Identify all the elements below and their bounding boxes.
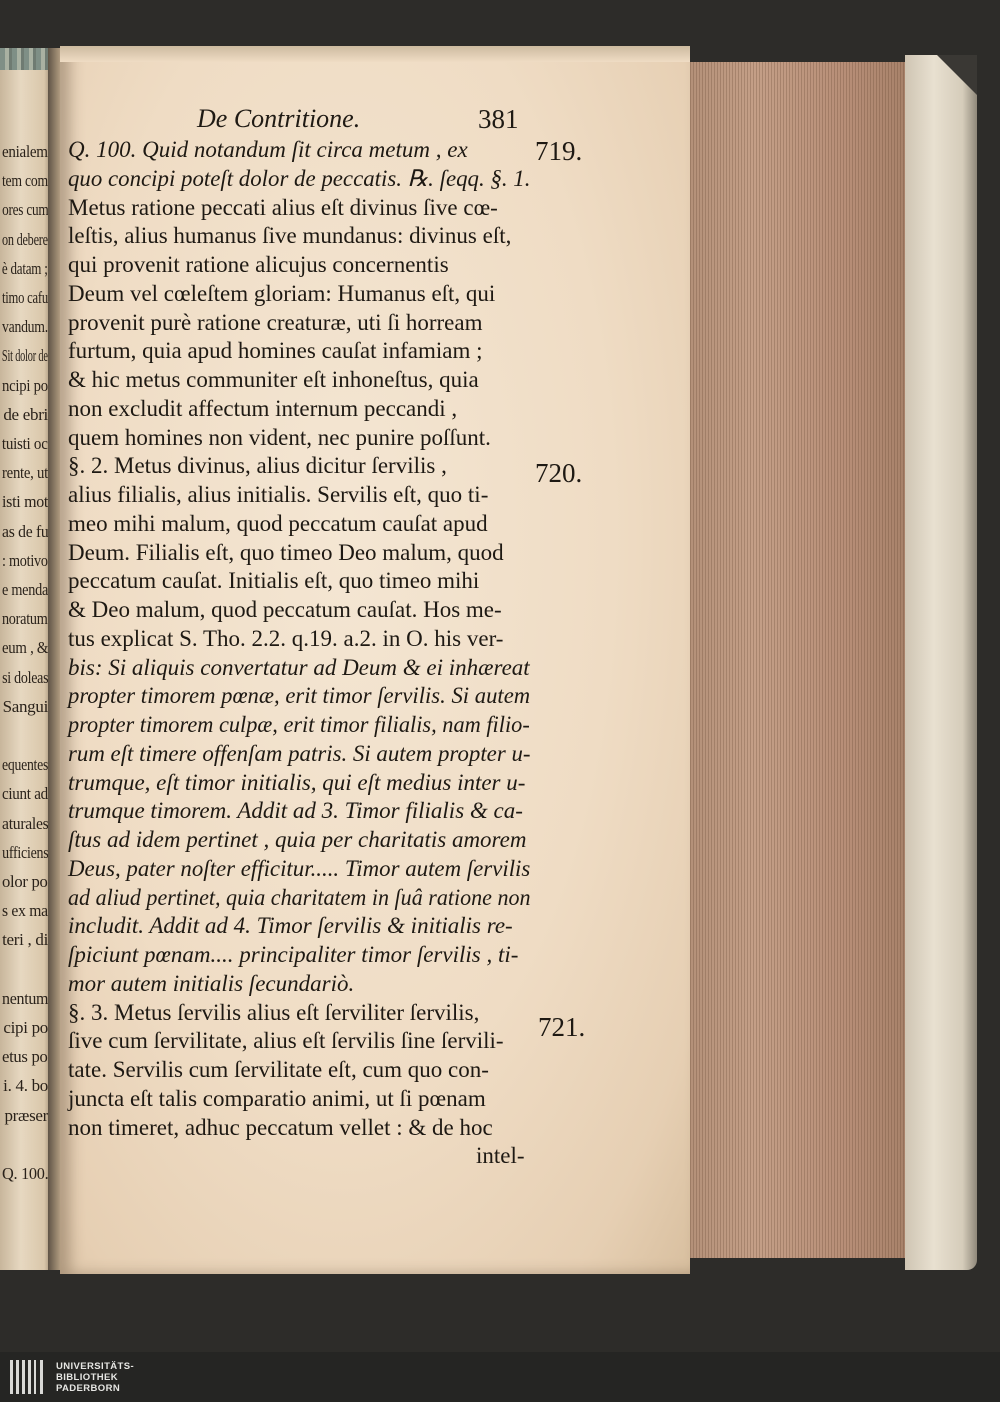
- library-footer: [0, 1352, 1000, 1402]
- text-line: furtum, quia apud homines cauſat infamiam ;: [68, 338, 483, 364]
- page-number: 381: [478, 104, 519, 134]
- left-page-fragment: olor po: [2, 872, 48, 891]
- text-line: Deum vel cœleſtem gloriam: Humanus eſt, qui: [68, 280, 496, 306]
- left-page-fragment: Sit dolor de: [2, 346, 48, 366]
- text-line: Q. 100. Quid notandum ſit circa metum , ex: [68, 137, 468, 162]
- left-page-fragment: nentum: [1, 988, 48, 1008]
- text-line: propter timorem pœnæ, erit timor ſervilis. Si autem: [68, 683, 531, 709]
- text-line: mor autem initialis ſecundariò.: [68, 970, 355, 996]
- left-page-fragment: vandum.: [2, 317, 48, 337]
- left-page-fragment: e menda: [2, 580, 48, 599]
- text-line: Deum. Filialis eſt, quo timeo Deo malum, quod: [68, 539, 504, 565]
- left-page-fragment: s ex ma: [2, 901, 48, 921]
- left-page-fragment: rente, ut: [1, 463, 48, 483]
- library-name: [56, 1361, 134, 1394]
- text-line: ſpiciunt pœnam.... principaliter timor ſervilis , ti-: [68, 942, 519, 967]
- left-page-fragment: eum , &: [1, 638, 48, 658]
- running-head: De Contritione.: [197, 104, 361, 133]
- margin-number: 721.: [538, 1012, 586, 1042]
- text-line: tus explicat S. Tho. 2.2. q.19. a.2. in O. his ver-: [68, 625, 504, 651]
- text-line: includit. Addit ad 4. Timor ſervilis & initialis re-: [68, 913, 513, 939]
- university-library-bars-icon: [10, 1360, 46, 1394]
- left-page-fragment: ciunt ad: [2, 784, 48, 804]
- text-line: meo mihi malum, quod peccatum cauſat apud: [68, 510, 488, 536]
- text-line: Metus ratione peccati alius eſt divinus ſive cœ-: [68, 194, 498, 220]
- text-line: quem homines non vident, nec punire poſſunt.: [68, 424, 491, 450]
- left-page-edge: [0, 48, 52, 1270]
- text-line: non excludit affectum internum peccandi ,: [68, 395, 458, 421]
- left-page-fragment: i. 4. bo: [3, 1076, 48, 1096]
- text-line: trumque timorem. Addit ad 3. Timor filialis & ca-: [68, 798, 523, 824]
- text-line: juncta eſt talis comparatio animi, ut ſi pœnam: [68, 1085, 486, 1111]
- left-page-fragment: è datam ;: [2, 258, 48, 278]
- left-page-fragment: aturales: [1, 813, 48, 833]
- text-line: Deus, pater noſter efficitur..... Timor autem ſervilis: [68, 855, 531, 881]
- left-page-fragment: Sangui: [2, 696, 48, 716]
- text-line: ad aliud pertinet, quia charitatem in ſuâ ratione non: [68, 884, 531, 910]
- library-name-line2: BIBLIOTHEK: [56, 1372, 119, 1383]
- text-line: peccatum cauſat. Initialis eſt, quo timeo mihi: [68, 568, 480, 594]
- library-name-line3: PADERBORN: [56, 1383, 121, 1394]
- left-page-head-band: [0, 48, 52, 70]
- text-line: §. 2. Metus divinus, alius dicitur ſervilis ,: [68, 453, 447, 479]
- text-line: quo concipi poteſt dolor de peccatis. ℞. ſeqq. §. 1.: [68, 165, 531, 191]
- left-page-fragment: Q. 100.: [1, 1164, 48, 1183]
- left-page-fragment: teri , di: [2, 930, 48, 950]
- left-page-fragment: ores cum: [1, 200, 48, 220]
- left-page-fragment: equentes: [1, 755, 48, 775]
- library-name-line1: UNIVERSITÄTS-: [56, 1361, 135, 1372]
- left-page-fragment: timo cafu: [2, 288, 48, 307]
- left-page-fragment: as de fu: [1, 521, 48, 541]
- page-top-shadow: [60, 46, 690, 62]
- left-page-fragment: tem com: [2, 171, 48, 191]
- left-page-fragment: : motivo: [2, 550, 48, 570]
- left-page-fragment: etus po: [2, 1047, 48, 1067]
- margin-number: 719.: [535, 136, 583, 166]
- left-page-fragment: si doleas: [1, 667, 48, 687]
- left-page-fragment: on debere: [2, 229, 48, 249]
- left-page-fragment: cipi po: [3, 1018, 48, 1037]
- text-line: §. 3. Metus ſervilis alius eſt ſerviliter ſervilis,: [68, 999, 480, 1025]
- text-line: qui provenit ratione alicujus concernentis: [68, 252, 449, 277]
- left-page-fragment: de ebri: [3, 404, 48, 424]
- text-line: propter timorem culpæ, erit timor filialis, nam filio-: [68, 712, 530, 737]
- text-line: tate. Servilis cum ſervilitate eſt, cum quo con-: [68, 1057, 489, 1082]
- text-line: ſive cum ſervilitate, alius eſt ſervilis ſine ſervili-: [68, 1028, 504, 1054]
- text-line: intel-: [476, 1143, 525, 1169]
- cover-corner: [937, 55, 977, 95]
- text-line: leſtis, alius humanus ſive mundanus: divinus eſt,: [68, 223, 512, 249]
- left-page-fragment: enialem: [2, 142, 48, 161]
- left-page-fragment: noratum: [2, 609, 48, 629]
- left-page-fragment: præser: [4, 1105, 48, 1125]
- book-cover-edge: [905, 55, 977, 1270]
- margin-number: 720.: [535, 458, 583, 488]
- left-page-fragment: tuisti oc: [2, 434, 48, 453]
- text-line: bis: Si aliquis convertatur ad Deum & ei inhæreat: [68, 654, 530, 680]
- left-page-fragment: ncipi po: [2, 375, 48, 395]
- left-page-fragment: isti mot: [1, 492, 48, 512]
- text-line: & hic metus communiter eſt inhoneſtus, quia: [68, 367, 479, 392]
- text-line: non timeret, adhuc peccatum vellet : & de hoc: [68, 1114, 493, 1140]
- text-line: trumque, eſt timor initialis, qui eſt medius inter u-: [68, 769, 526, 795]
- fore-edge: [684, 62, 916, 1258]
- text-line: alius filialis, alius initialis. Servilis eſt, quo ti-: [68, 482, 489, 507]
- left-page-fragment: ufficiens: [1, 842, 48, 862]
- text-line: & Deo malum, quod peccatum cauſat. Hos me-: [68, 597, 502, 622]
- text-line: ſtus ad idem pertinet , quia per charitatis amorem: [68, 827, 527, 852]
- text-line: rum eſt timere offenſam patris. Si autem propter u-: [68, 740, 531, 766]
- text-line: provenit purè ratione creaturæ, uti ſi horream: [68, 309, 483, 335]
